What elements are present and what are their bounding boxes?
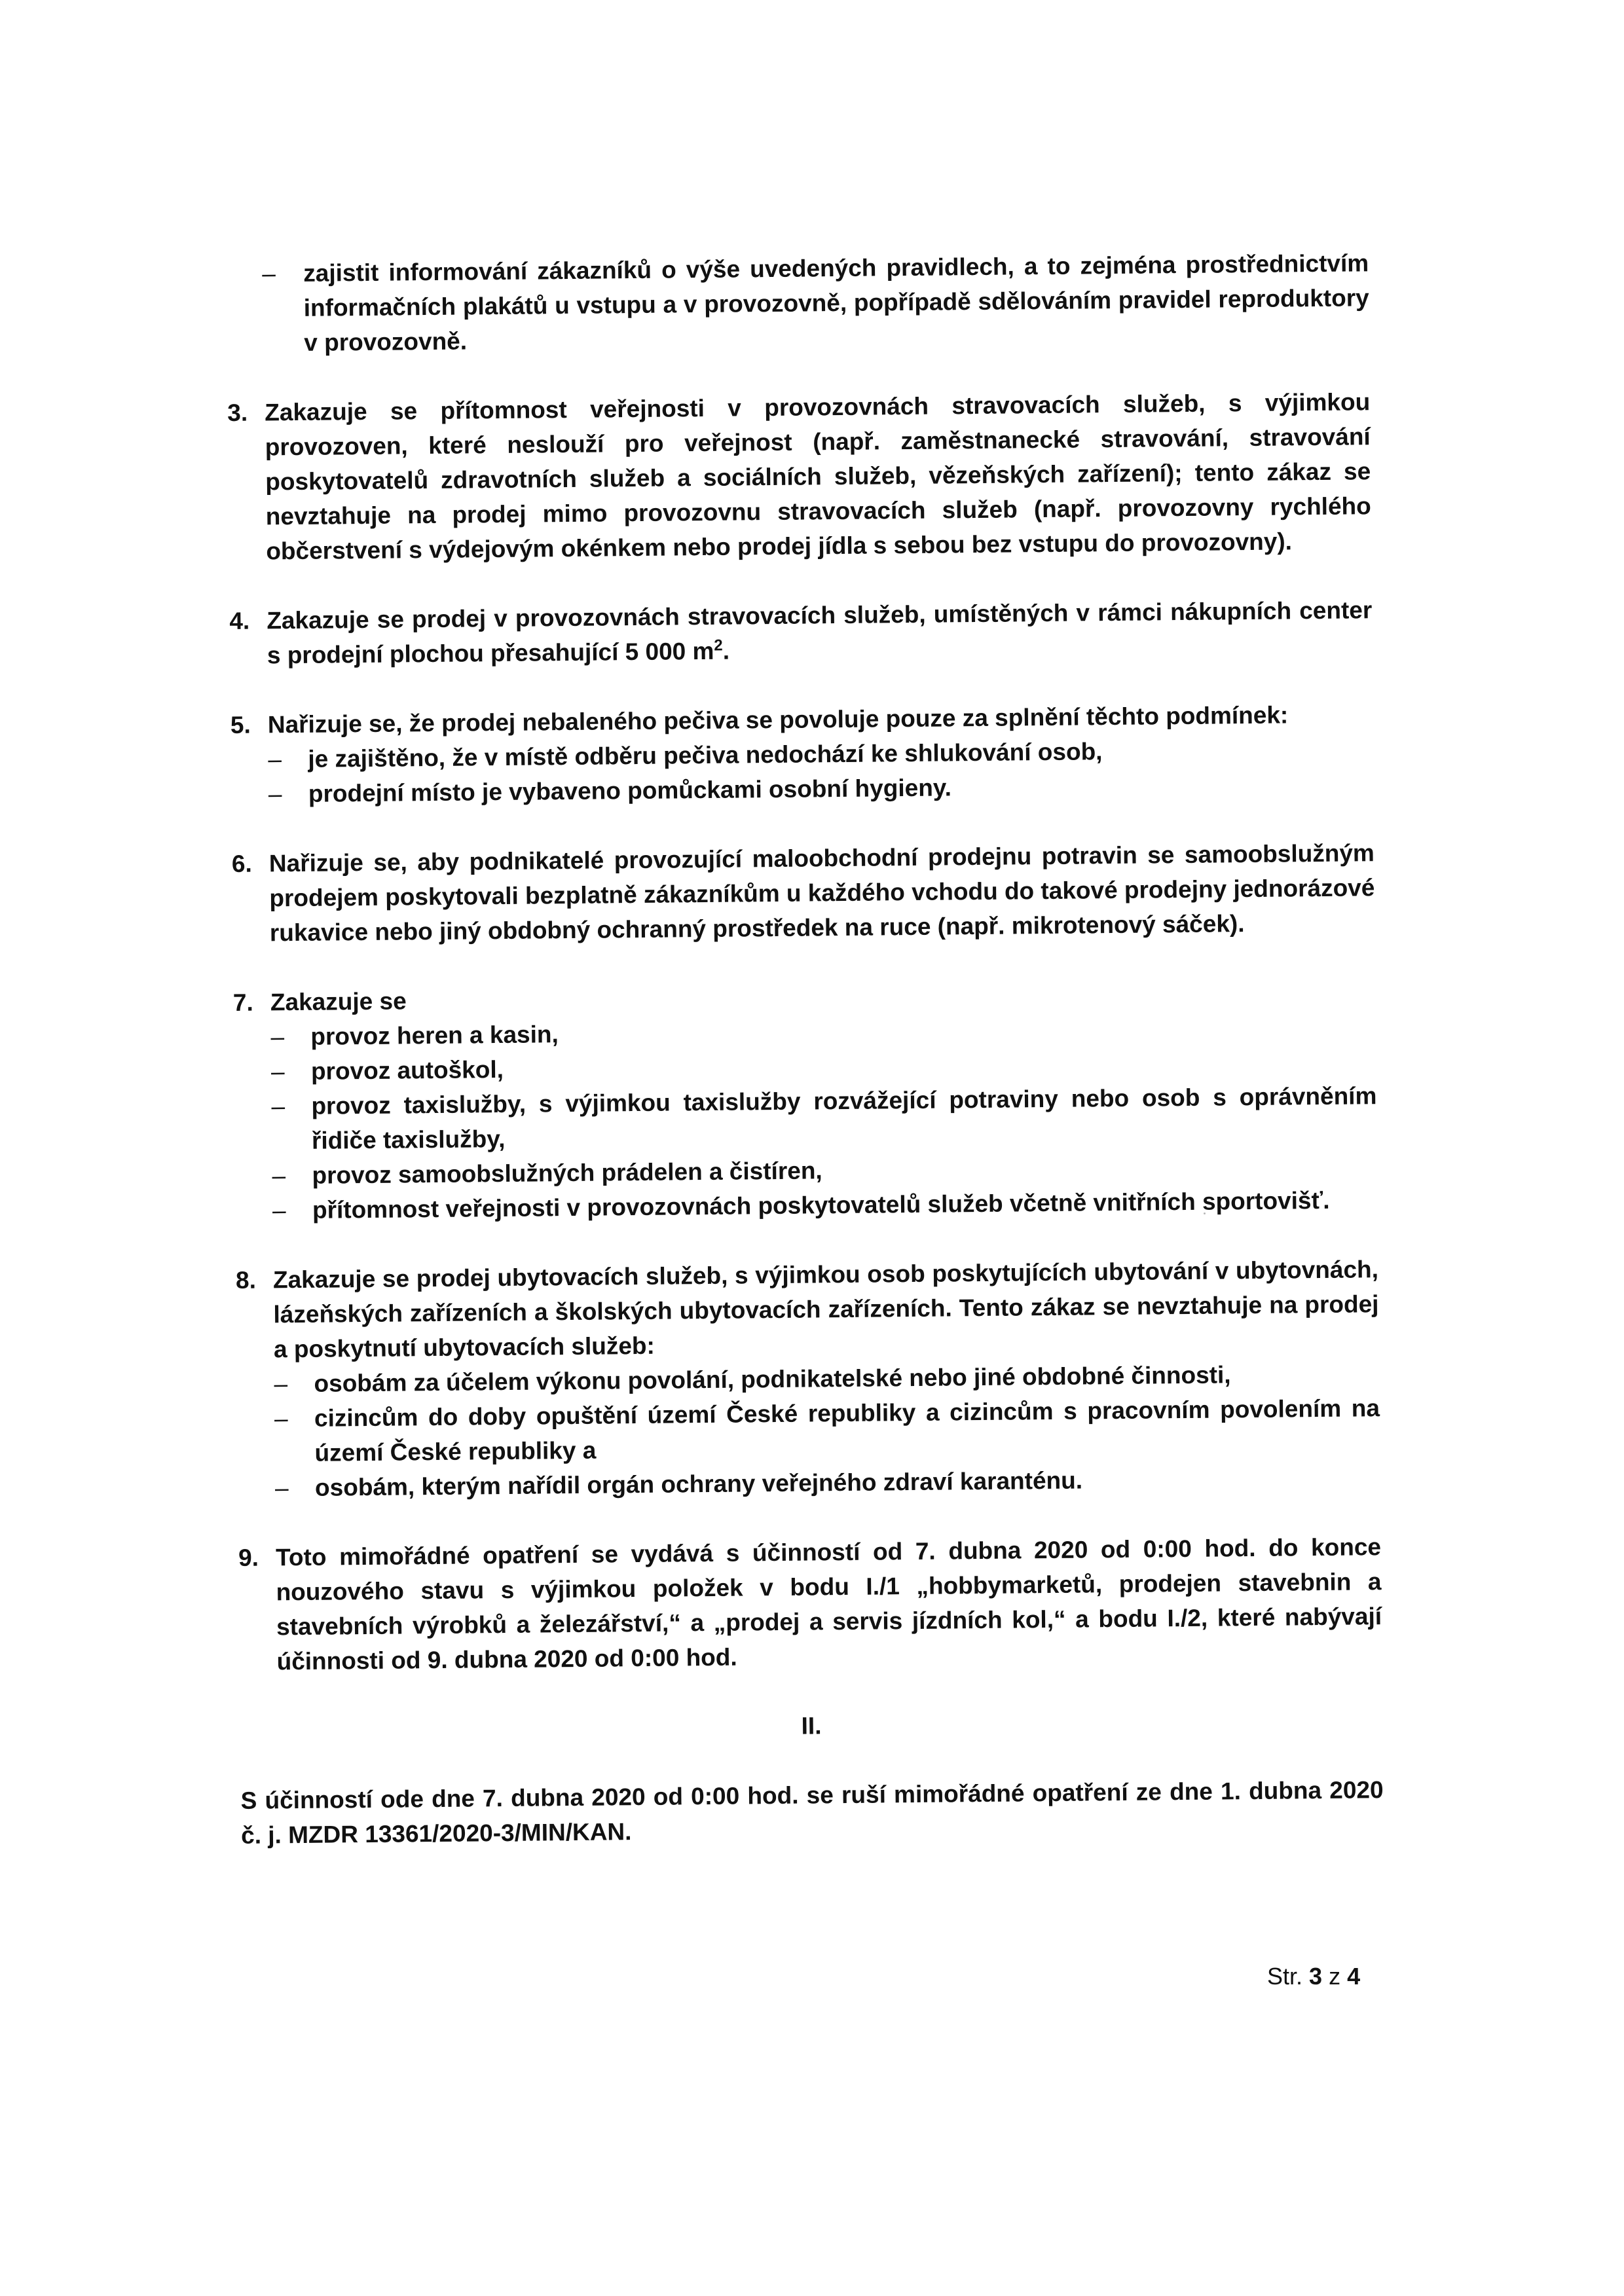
item-number: 9.	[238, 1544, 259, 1571]
sub-item-text: přítomnost veřejnosti v provozovnách poskytovatelů služeb včetně vnitřních sportovišť.	[312, 1186, 1330, 1224]
list-item-6	[232, 835, 1375, 951]
bullet-dash: –	[262, 260, 276, 287]
item-number: 4.	[229, 607, 250, 634]
page-number-separator: z	[1329, 1963, 1341, 1990]
sub-item-text: prodejní místo je vybaveno pomůckami osobní hygieny.	[308, 774, 952, 807]
sub-item-text: provoz taxislužby, s výjimkou taxislužby rozvážející potraviny nebo osob s oprávněním řidiče taxislužby,	[311, 1082, 1377, 1154]
list-item-8	[236, 1252, 1380, 1506]
sub-item-text: cizincům do doby opuštění území České republiky a cizincům s pracovním povolením na území České republiky a	[314, 1394, 1380, 1467]
intro-bullet-text: zajistit informování zákazníků o výše uvedených pravidlech, a to zejména prostřednictvím informačních plakátů u vstupu a v provozovně, popřípadě sdělováním pravidel reproduktory v provozovně.	[303, 249, 1369, 356]
area-superscript: 2	[714, 636, 723, 655]
item-number: 8.	[235, 1266, 257, 1294]
item-text: Nařizuje se, že prodej nebaleného pečiva se povoluje pouze za splnění těchto podmínek:	[267, 701, 1289, 738]
bullet-dash: –	[268, 780, 282, 808]
sub-item-text: osobám za účelem výkonu povolání, podnikatelské nebo jiné obdobné činnosti,	[314, 1361, 1231, 1397]
document-body	[226, 246, 1384, 1853]
sub-item-text: je zajištěno, že v místě odběru pečiva nedochází ke shlukování osob,	[308, 738, 1103, 773]
sub-item-text: provoz samoobslužných prádelen a čistíren,	[312, 1157, 822, 1189]
list-item-3	[227, 384, 1371, 569]
item-number: 7.	[232, 989, 253, 1016]
list-item-4	[229, 592, 1373, 673]
bullet-dash: –	[274, 1405, 288, 1432]
bullet-dash: –	[272, 1197, 286, 1224]
page-number-current: 3	[1309, 1963, 1323, 1990]
closing-paragraph: S účinností ode dne 7. dubna 2020 od 0:00 hod. se ruší mimořádné opatření ze dne 1. dubna 2020 č. j. MZDR 13361/2020-3/MIN/KAN.	[240, 1776, 1384, 1849]
bullet-dash: –	[274, 1474, 289, 1502]
bullet-dash: –	[268, 746, 282, 773]
item-number: 6.	[231, 850, 252, 877]
sub-item-text: osobám, kterým nařídil orgán ochrany veřejného zdraví karanténu.	[314, 1467, 1083, 1501]
item-text: Zakazuje se přítomnost veřejnosti v provozovnách stravovacích služeb, s výjimkou provozoven, které neslouží pro veřejnost (např. zaměstnanecké stravování, stravování poskytovatelů zdravotních služeb a sociálních služeb, vězeňských zařízení); tento zákaz se nevztahuje na prodej mimo provozovnu stravovacích služeb (např. provozovny rychlého občerstvení s výdejovým okénkem nebo prodej jídla s sebou bez vstupu do provozovny).	[265, 388, 1371, 565]
sub-item-text: provoz heren a kasin,	[310, 1021, 559, 1050]
item-text-suffix: .	[722, 637, 730, 665]
page-number	[1267, 1959, 1360, 1994]
intro-bullet	[226, 246, 1369, 361]
page-number-prefix: Str.	[1267, 1963, 1303, 1990]
bullet-dash: –	[271, 1093, 286, 1120]
bullet-dash: –	[270, 1023, 285, 1051]
item-text: Nařizuje se, aby podnikatelé provozující maloobchodní prodejnu potravin se samoobslužným prodejem poskytovali bezplatně zákazníkům u každého vchodu do takové prodejny jednorázové rukavice nebo jiný obdobný ochranný prostředek na ruce (např. mikrotenový sáček).	[268, 839, 1375, 947]
sub-item-text: provoz autoškol,	[310, 1055, 504, 1085]
page-number-total: 4	[1347, 1963, 1361, 1990]
item-number: 3.	[227, 399, 248, 426]
section-heading: II.	[801, 1712, 822, 1740]
list-item-5	[231, 697, 1374, 812]
item-text	[267, 592, 1373, 672]
item-text: Toto mimořádné opatření se vydává s účinností od 7. dubna 2020 od 0:00 hod. do konce nouzového stavu s výjimkou položek v bodu I./1 „hobbymarketů, prodejen stavebnin a stavebních výrobků a železářství,“ a „prodej a servis jízdních kol,“ a bodu I./2, které nabývají účinnosti od 9. dubna 2020 od 0:00 hod.	[275, 1533, 1382, 1675]
bullet-dash: –	[272, 1162, 286, 1190]
item-text-main: Zakazuje se prodej v provozovnách stravovacích služeb, umístěných v rámci nákupních center s prodejní plochou přesahující 5 000 m	[267, 596, 1373, 669]
item-number: 5.	[230, 711, 251, 738]
list-item-7	[233, 974, 1378, 1228]
list-item-9	[238, 1529, 1382, 1679]
bullet-dash: –	[274, 1370, 288, 1398]
bullet-dash: –	[270, 1058, 285, 1085]
item-text: Zakazuje se prodej ubytovacích služeb, s výjimkou osob poskytujících ubytování v ubytovnách, lázeňských zařízeních a školských ubytovacích zařízeních. Tento zákaz se nevztahuje na prodej a poskytnutí ubytovacích služeb:	[272, 1256, 1379, 1363]
sub-item	[274, 1391, 1380, 1470]
item-text: Zakazuje se	[270, 987, 407, 1016]
sub-item	[271, 1078, 1377, 1158]
